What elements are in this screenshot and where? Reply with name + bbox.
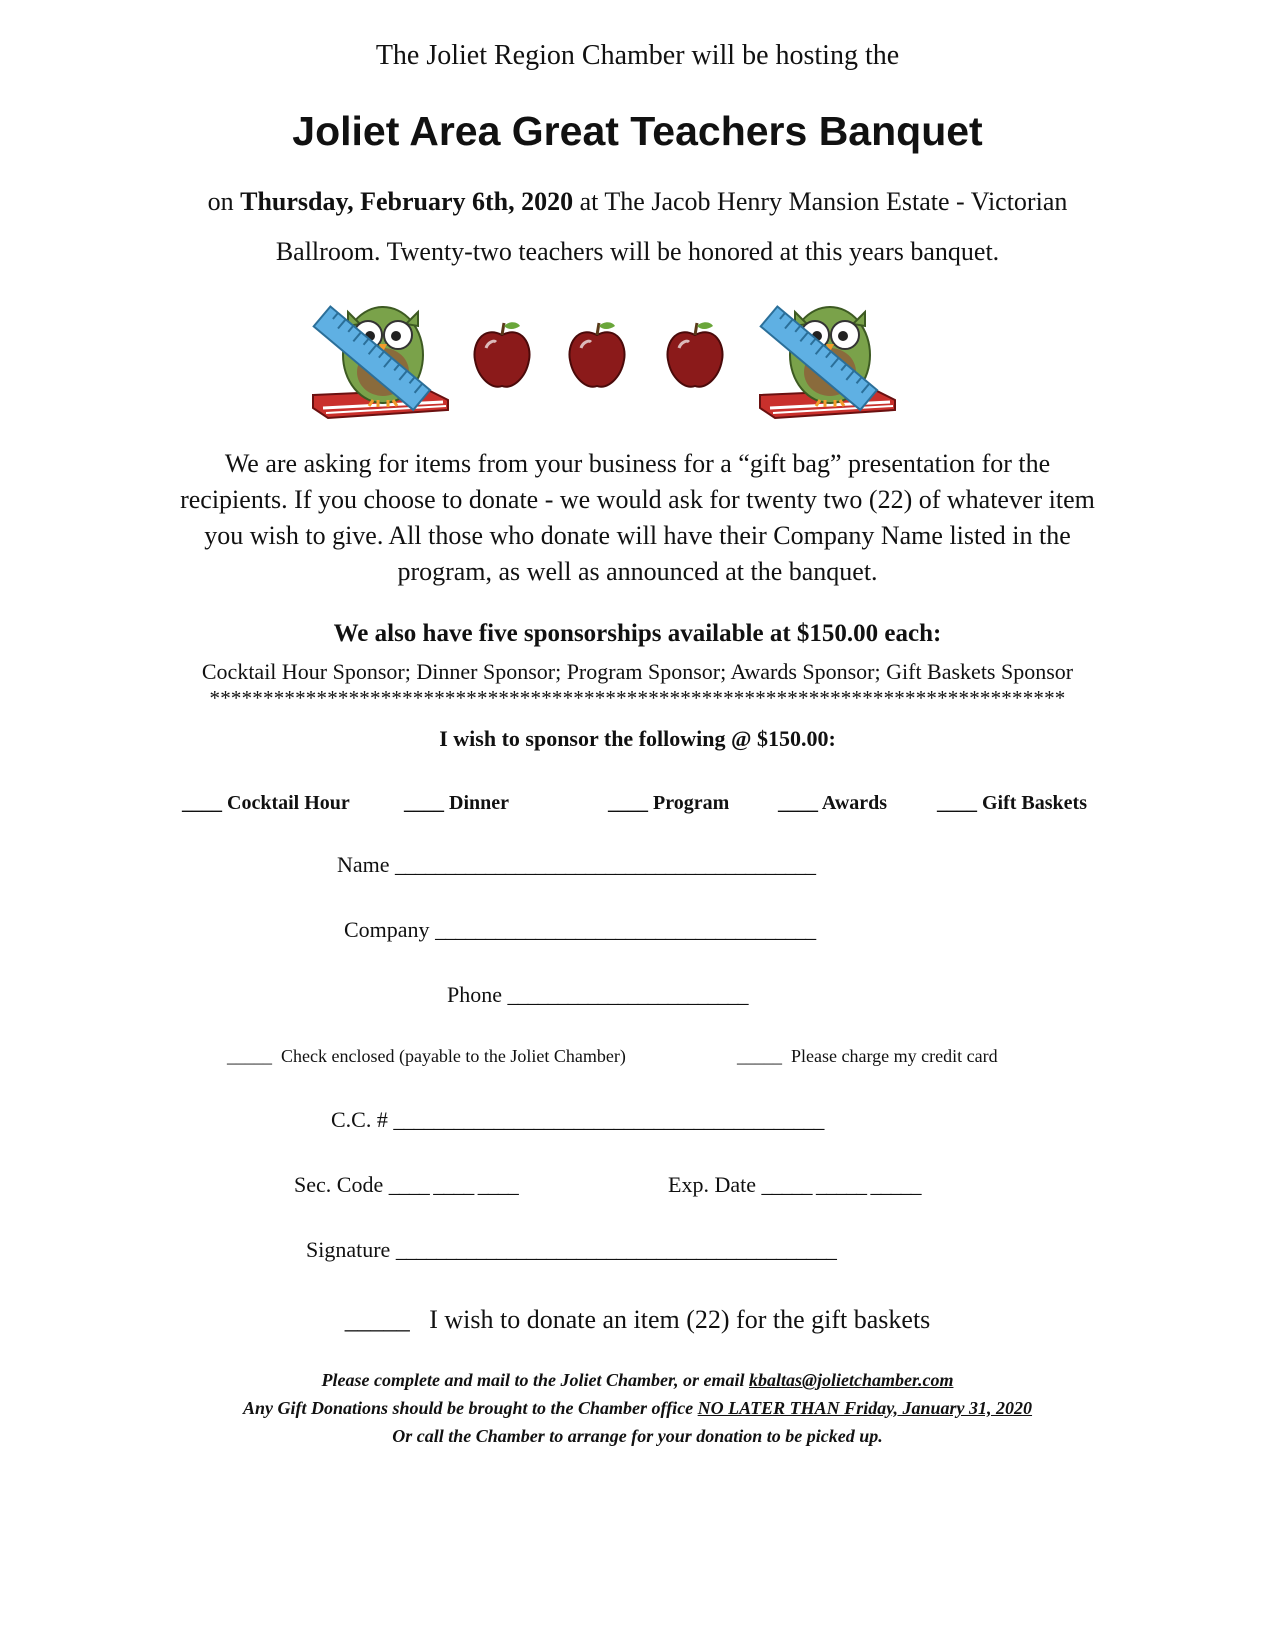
donate-label: I wish to donate an item (22) for the gift baskets (429, 1305, 931, 1334)
sec-code-row (294, 1172, 518, 1198)
card-blank[interactable]: _____ (737, 1046, 782, 1066)
event-date-line (0, 187, 1275, 217)
option-cocktail-hour[interactable] (182, 792, 350, 815)
name-label: Name (337, 852, 390, 877)
date-prefix: on (207, 187, 241, 216)
option-label: Dinner (444, 792, 509, 814)
company-label: Company (344, 917, 430, 942)
option-label: Cocktail Hour (222, 792, 350, 814)
phone-row (447, 982, 748, 1008)
check-option[interactable] (227, 1046, 626, 1067)
name-row (337, 852, 815, 878)
apple-icon (474, 322, 529, 387)
apple-icon (569, 322, 624, 387)
signature-row (306, 1237, 836, 1263)
company-field[interactable]: ______________________________________ (435, 917, 816, 942)
donation-request-paragraph (95, 446, 1180, 590)
donate-item-option[interactable] (0, 1305, 1275, 1335)
email-link[interactable]: kbaltas@jolietchamber.com (749, 1370, 954, 1390)
footer-line-1 (0, 1370, 1275, 1391)
event-date: Thursday, February 6th, 2020 (240, 187, 574, 216)
company-row (344, 917, 815, 943)
cc-label: C.C. # (331, 1107, 388, 1132)
cc-number-field[interactable]: ___________________________________________ (393, 1107, 824, 1132)
footer-mail-text: Please complete and mail to the Joliet Chamber, or email (321, 1370, 749, 1390)
deadline: NO LATER THAN Friday, January 31, 2020 (697, 1398, 1033, 1418)
footer-donation-text: Any Gift Donations should be brought to the Chamber office (242, 1398, 698, 1418)
cc-row (331, 1107, 823, 1133)
sponsor-form-heading: I wish to sponsor the following @ $150.00: (439, 726, 836, 751)
apple-icon (667, 322, 722, 387)
sponsorships-heading: We also have five sponsorships available at $150.00 each: (333, 620, 942, 647)
owl-left-icon (313, 306, 448, 418)
credit-card-option[interactable] (737, 1046, 998, 1067)
exp-date-field[interactable]: _____ _____ _____ (761, 1172, 921, 1197)
paragraph-line: you wish to give. All those who donate will have their Company Name listed in the (204, 521, 1071, 550)
option-gift-baskets[interactable] (937, 792, 1087, 815)
divider: ******************************************************************************** (209, 686, 1066, 710)
exp-date-label: Exp. Date (668, 1172, 756, 1197)
option-label: Gift Baskets (977, 792, 1087, 814)
decorative-images (0, 300, 1275, 430)
option-awards[interactable] (778, 792, 887, 815)
donate-blank[interactable]: _____ (344, 1305, 410, 1334)
option-label: Program (648, 792, 730, 814)
option-blank[interactable]: ____ (404, 792, 444, 814)
phone-label: Phone (447, 982, 502, 1007)
sponsorships-list: Cocktail Hour Sponsor; Dinner Sponsor; Program Sponsor; Awards Sponsor; Gift Baskets Sponsor (201, 659, 1074, 684)
signature-field[interactable]: ____________________________________________ (395, 1237, 836, 1262)
sec-code-label: Sec. Code (294, 1172, 384, 1197)
footer-line-2 (0, 1398, 1275, 1419)
card-label: Please charge my credit card (791, 1046, 998, 1066)
paragraph-line: recipients. If you choose to donate - we would ask for twenty two (22) of whatever item (180, 485, 1095, 514)
page-title: Joliet Area Great Teachers Banquet (292, 108, 983, 154)
sec-code-field[interactable]: ____ ____ ____ (388, 1172, 518, 1197)
option-dinner[interactable] (404, 792, 509, 815)
footer-line-3: Or call the Chamber to arrange for your donation to be picked up. (392, 1426, 883, 1446)
signature-label: Signature (306, 1237, 391, 1262)
paragraph-line: program, as well as announced at the banquet. (397, 557, 878, 586)
owl-right-icon (760, 306, 895, 418)
check-blank[interactable]: _____ (227, 1046, 272, 1066)
option-label: Awards (818, 792, 888, 814)
paragraph-line: We are asking for items from your business for a “gift bag” presentation for the (224, 449, 1051, 478)
option-blank[interactable]: ____ (778, 792, 818, 814)
venue-line: Ballroom. Twenty-two teachers will be honored at this years banquet. (275, 237, 1000, 266)
name-field[interactable]: __________________________________________ (395, 852, 816, 877)
intro-line: The Joliet Region Chamber will be hosting the (375, 40, 900, 71)
option-program[interactable] (608, 792, 729, 815)
option-blank[interactable]: ____ (608, 792, 648, 814)
venue-part: at The Jacob Henry Mansion Estate - Victorian (573, 187, 1068, 216)
phone-field[interactable]: ________________________ (507, 982, 748, 1007)
check-label: Check enclosed (payable to the Joliet Chamber) (281, 1046, 626, 1066)
option-blank[interactable]: ____ (182, 792, 222, 814)
exp-date-row (668, 1172, 920, 1198)
option-blank[interactable]: ____ (937, 792, 977, 814)
